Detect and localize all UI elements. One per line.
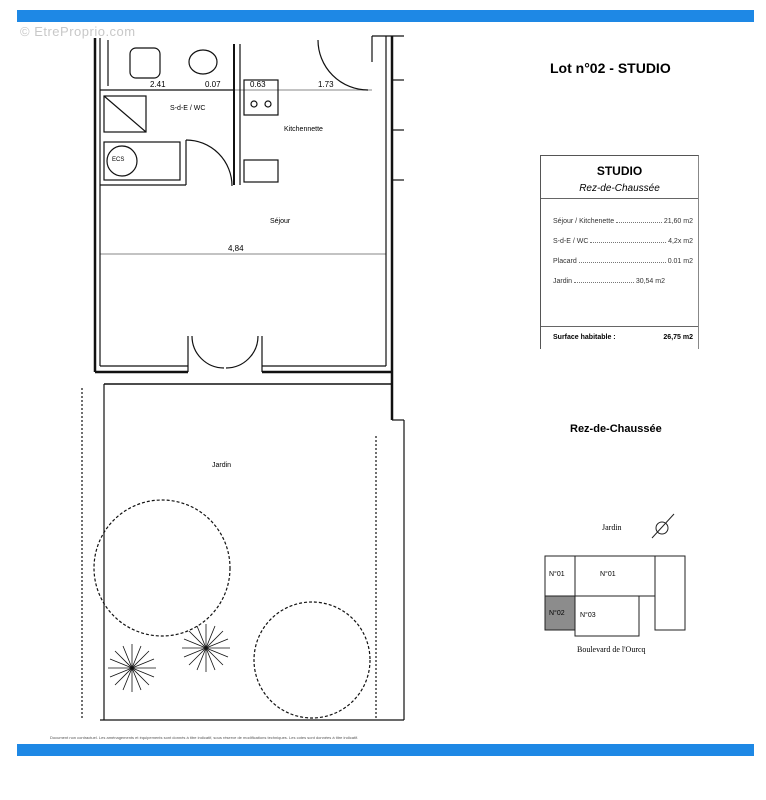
footnote: Document non contractuel. Les aménagements et équipements sont donnés à titre indicatif, sous réserve de modifications techniques. Les cotes sont données à titre indicatif. (50, 735, 359, 740)
lot-title: Lot n°02 - STUDIO (550, 60, 671, 76)
dim-0-63: 0.63 (250, 80, 266, 89)
dim-2-41: 2.41 (150, 80, 166, 89)
surface-total (553, 334, 693, 341)
water-heater-label: ECS (112, 157, 125, 163)
room-kitchenette: Kitchennette (284, 126, 323, 133)
key-plan-bottom-label: Boulevard de l'Ourcq (577, 645, 646, 654)
surface-row-label: Jardin (553, 278, 573, 285)
room-garden: Jardin (212, 462, 232, 469)
key-plan-lot: N°03 (580, 612, 596, 619)
dim-0-07: 0.07 (205, 80, 221, 89)
room-living: Séjour (270, 218, 291, 225)
surface-row (553, 258, 693, 265)
surface-row-label: S-d-E / WC (553, 238, 589, 245)
bottom-brand-bar (17, 744, 754, 756)
compass-icon (652, 514, 674, 538)
level-label: Rez-de-Chaussée (570, 423, 662, 435)
dim-1-73: 1.73 (318, 80, 334, 89)
key-plan-lot: N°01 (600, 571, 616, 578)
surface-row-value: 30,54 m2 (635, 278, 665, 285)
key-plan-top-label: Jardin (602, 523, 622, 532)
key-plan-lot-highlighted: N°02 (549, 610, 565, 617)
room-bathroom: S-d-E / WC (170, 105, 206, 112)
surface-row (553, 238, 693, 245)
tree-right (254, 602, 370, 718)
shrub-1 (108, 644, 156, 692)
surface-row-value: 4,2x m2 (668, 238, 693, 245)
surface-row-label: Séjour / Kitchenette (553, 218, 615, 225)
surface-row (553, 278, 665, 285)
surface-card (540, 155, 699, 349)
card-title: STUDIO (596, 164, 643, 178)
card-divider (541, 326, 698, 327)
card-divider (541, 198, 698, 199)
shrub-2 (182, 624, 230, 672)
surface-row (553, 218, 693, 225)
surface-row-value: 0.01 m2 (667, 258, 693, 265)
tree-left (94, 500, 230, 636)
key-plan (545, 556, 685, 636)
surface-total-value: 26,75 m2 (663, 334, 693, 341)
key-plan-lot: N°01 (549, 571, 565, 578)
card-subtitle: Rez-de-Chaussée (579, 183, 660, 194)
dim-4-84: 4,84 (228, 244, 244, 253)
surface-row-value: 21,60 m2 (663, 218, 693, 225)
watermark: © EtreProprio.com (20, 24, 136, 39)
surface-row-label: Placard (553, 258, 577, 265)
surface-total-label: Surface habitable : (553, 334, 616, 341)
